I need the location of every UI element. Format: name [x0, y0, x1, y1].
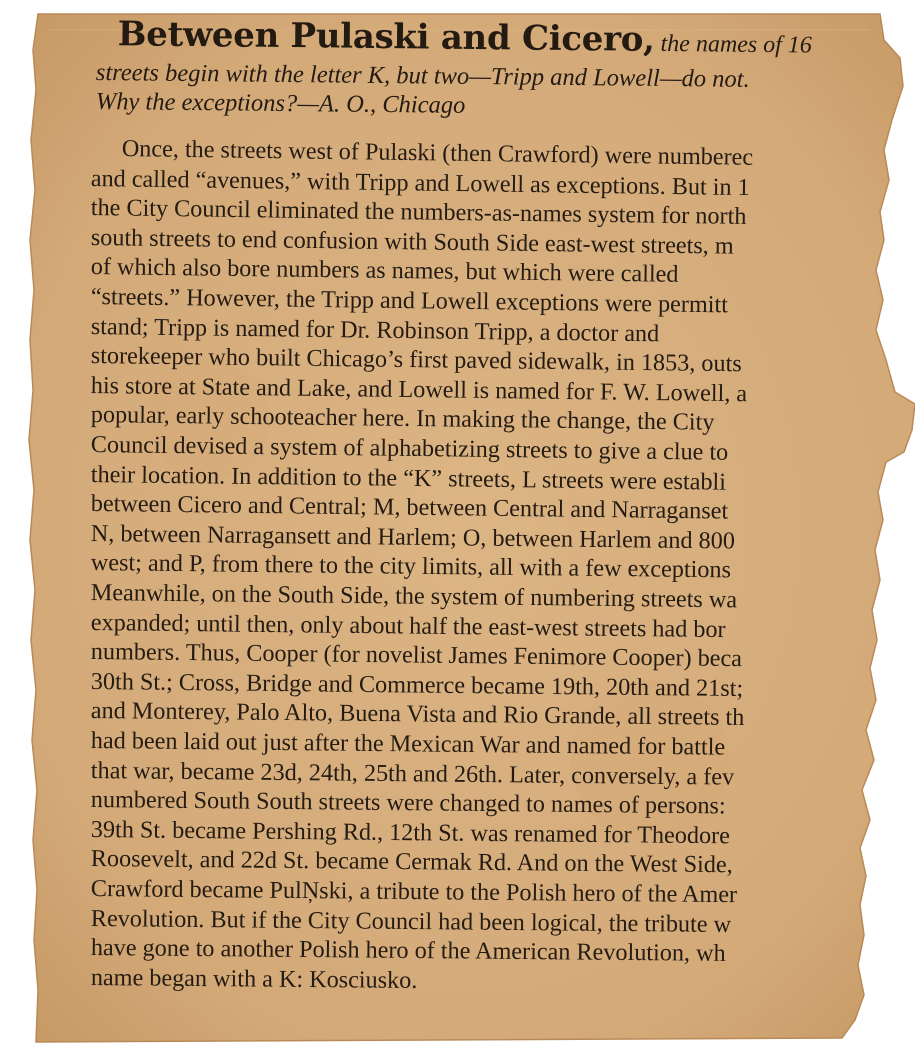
- answer-line: numbers. Thus, Cooper (for novelist James Fenimore Cooper) beca: [90, 638, 743, 673]
- answer-line: south streets to end confusion with South Side east-west streets, m: [90, 223, 734, 260]
- answer-line: numbered South South streets were changed to names of persons:: [90, 786, 726, 820]
- answer-line: Crawford became PulŅski, a tribute to the Polish hero of the Amer: [90, 875, 738, 909]
- question-line: streets begin with the letter K, but two—Tripp and Lowell—do not.: [95, 59, 750, 93]
- headline-italic: the names of 16: [654, 30, 813, 59]
- answer-line: “streets.” However, the Tripp and Lowell exceptions were permitt: [90, 283, 729, 319]
- answer-line: west; and P, from there to the city limits, all with a few exceptions: [90, 549, 732, 584]
- answer-line: popular, early schooteacher here. In making the change, the City: [90, 401, 715, 437]
- answer-line: that war, became 23d, 24th, 25th and 26th. Later, conversely, a fev: [90, 756, 735, 791]
- answer-line: have gone to another Polish hero of the American Revolution, wh: [90, 934, 726, 968]
- answer-line: his store at State and Lake, and Lowell is named for F. W. Lowell, a: [90, 371, 748, 408]
- answer-line: Roosevelt, and 22d St. became Cermak Rd. And on the West Side,: [90, 845, 733, 879]
- question-line: Why the exceptions?—A. O., Chicago: [95, 88, 466, 119]
- answer-line: stand; Tripp is named for Dr. Robinson Tripp, a doctor and: [90, 312, 660, 347]
- answer-line: of which also bore numbers as names, but which were called: [90, 253, 679, 289]
- answer-line: Once, the streets west of Pulaski (then Crawford) were numberec: [121, 135, 754, 171]
- answer-line: storekeeper who built Chicago’s first paved sidewalk, in 1853, outs: [90, 342, 742, 378]
- answer-line: name began with a K: Kosciusko.: [90, 963, 418, 994]
- answer-line: and called “avenues,” with Tripp and Lowell as exceptions. But in 1: [90, 164, 750, 201]
- answer-line: Council devised a system of alphabetizing streets to give a clue to: [90, 431, 729, 466]
- answer-line: had been laid out just after the Mexican War and named for battle: [90, 727, 726, 761]
- answer-line: their location. In addition to the “K” streets, L streets were establi: [90, 460, 727, 496]
- answer-line: expanded; until then, only about half the east-west streets had bor: [90, 608, 726, 643]
- answer-line: Meanwhile, on the South Side, the system of numbering streets wa: [90, 579, 738, 614]
- answer-line: N, between Narragansett and Harlem; O, between Harlem and 800: [90, 519, 736, 555]
- answer-line: the City Council eliminated the numbers-as-names system for north: [90, 194, 747, 231]
- headline-bold: Between Pulaski and Cicero,: [117, 14, 655, 60]
- answer-line: between Cicero and Central; M, between Central and Narraganset: [90, 490, 729, 525]
- answer-line: 39th St. became Pershing Rd., 12th St. was renamed for Theodore: [90, 815, 731, 850]
- answer-line: and Monterey, Palo Alto, Buena Vista and Rio Grande, all streets th: [90, 697, 745, 732]
- answer-line: Revolution. But if the City Council had been logical, the tribute w: [90, 904, 732, 938]
- answer-line: 30th St.; Cross, Bridge and Commerce became 19th, 20th and 21st;: [90, 667, 744, 702]
